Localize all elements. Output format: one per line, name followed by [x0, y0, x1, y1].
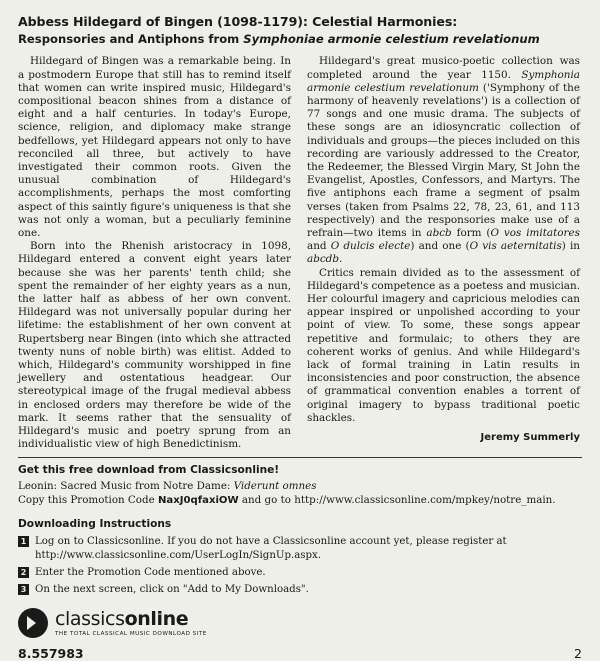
catalogue-number: 8.557983 [18, 646, 84, 661]
rp1-italic-collection-title: Symphonia armonie celestium revelationum [307, 68, 580, 94]
rp1-f: ) in [561, 240, 580, 253]
rp1-e: ) and one ( [410, 240, 470, 253]
list-item [18, 566, 582, 579]
promo-block [18, 464, 582, 508]
step-number-badge: 3 [18, 584, 29, 595]
logo-word-online: online [124, 607, 189, 630]
page-number: 2 [574, 646, 582, 661]
logo-tagline: THE TOTAL CLASSICAL MUSIC DOWNLOAD SITE [55, 630, 207, 637]
author-byline: Jeremy Summerly [480, 432, 580, 444]
promo-track-prefix: Leonin: Sacred Music from Notre Dame: [18, 480, 234, 493]
classicsonline-logo [18, 608, 582, 638]
rp1-italic-piece1: O vos imitatores [490, 227, 580, 240]
rp1-g: . [338, 253, 343, 266]
divider [18, 457, 582, 458]
page-footer [18, 646, 582, 661]
subtitle-prefix: Responsories and Antiphons from [18, 31, 244, 46]
rp1-d: and [307, 240, 331, 253]
step-number-badge: 1 [18, 536, 29, 547]
rp1-italic-piece3: O vis aeternitatis [469, 240, 562, 253]
step-number-badge: 2 [18, 567, 29, 578]
left-paragraph-2: Born into the Rhenish aristocracy in 1098, Hildegard entered a convent eight years later because she was her parents' tenth child; she spent the remainder of her eighty years as a nun, the latter half as abbess of her own convent. Hildegard was not universally popular during her lifetime: the establishment of her own convent at Rupertsberg near Bingen (into which she attracted twenty nuns of noble birth) was elitist. Added to which, Hildegard's community worshipped in fine jewellery and ostentatious headgear. Our stereotypical image of the frugal medieval abbess in enclosed orders may therefore be wide of the mark. It seems rather that the sensuality of Hildegard's music and poetry sprung from an individualistic view of high Benedictinism. [18, 240, 291, 451]
promo-code-line [18, 494, 582, 508]
body-columns [18, 55, 582, 451]
instructions-list [18, 535, 582, 596]
right-paragraph-1 [307, 55, 580, 266]
play-arrow-icon [18, 608, 48, 638]
rp1-italic-form2: abcdb [307, 253, 339, 266]
step-text: Enter the Promotion Code mentioned above. [35, 566, 266, 578]
left-paragraph-1: Hildegard of Bingen was a remarkable being. In a postmodern Europe that still has to remind itself that women can write inspired music, Hildegard's compositional beacon shines from a distance of eight and a half centuries. In today's Europe, science, religion, and diplomacy make strange bedfellows, yet Hildegard appears not only to have reconciled all three, but actively to have investigated their common roots. Given the unusual combination of Hildegard's accomplishments, perhaps the most comforting aspect of this saintly figure's uniqueness is that she was not only a woman, but a peculiarly feminine one. [18, 55, 291, 240]
list-item [18, 583, 582, 596]
promo-track-line [18, 480, 582, 494]
subtitle-work-title: Symphoniae armonie celestium revelationum [243, 31, 540, 46]
promo-track-title: Viderunt omnes [233, 480, 317, 493]
right-paragraph-2: Critics remain divided as to the assessment of Hildegard's competence as a poetess and musician. Her colourful imagery and capricious melodies can appear inspired or unpolished according to your point of view. To some, these songs appear repetitive and formulaic; to others they are coherent works of genius. And while Hildegard's lack of formal training in Latin results in inconsistencies and poor construction, the absence of grammatical convention enables a torrent of original imagery to bypass traditional poetic shackles. [307, 266, 580, 424]
rp1-italic-form1: abcb [426, 227, 452, 240]
page-subtitle [18, 32, 582, 48]
list-item [18, 535, 582, 562]
logo-wordmark [55, 607, 207, 630]
rp1-a: Hildegard's great musico-poetic collection was completed around the year 1150. [307, 55, 580, 81]
instructions-heading: Downloading Instructions [18, 518, 172, 531]
title-block [18, 14, 582, 47]
left-column [18, 55, 291, 451]
promo-code-value[interactable]: NaxJ0qfaxiOW [157, 495, 239, 507]
step-text: Log on to Classicsonline. If you do not have a Classicsonline account yet, please register at http://www.classicsonline.com/UserLogIn/SignUp.aspx. [35, 536, 507, 561]
promo-code-suffix: and go to http://www.classicsonline.com/mpkey/notre_main. [238, 494, 556, 507]
right-column [307, 55, 580, 451]
rp1-italic-piece2: O dulcis electe [330, 240, 411, 253]
rp1-c: form ( [451, 227, 491, 240]
rp1-b: ('Symphony of the harmony of heavenly revelations') is a collection of 77 songs and one music drama. The subjects of these songs are an idiosyncratic collection of individuals and groups—the pieces included on this recording are variously addressed to the Creator, the Redeemer, the Blessed Virgin Mary, St John the Evangelist, Apostles, Confessors, and Martyrs. The five antiphons each frame a segment of psalm verses (taken from Psalms 22, 78, 23, 61, and 113 respectively) and the responsories make use of a refrain—two items in [307, 81, 580, 240]
promo-code-prefix: Copy this Promotion Code [18, 494, 158, 507]
logo-word-classics: classics [55, 607, 125, 630]
page-title: Abbess Hildegard of Bingen (1098-1179): Celestial Harmonies: [18, 14, 458, 29]
promo-heading: Get this free download from Classicsonline! [18, 464, 280, 477]
step-text: On the next screen, click on "Add to My Downloads". [35, 584, 309, 595]
